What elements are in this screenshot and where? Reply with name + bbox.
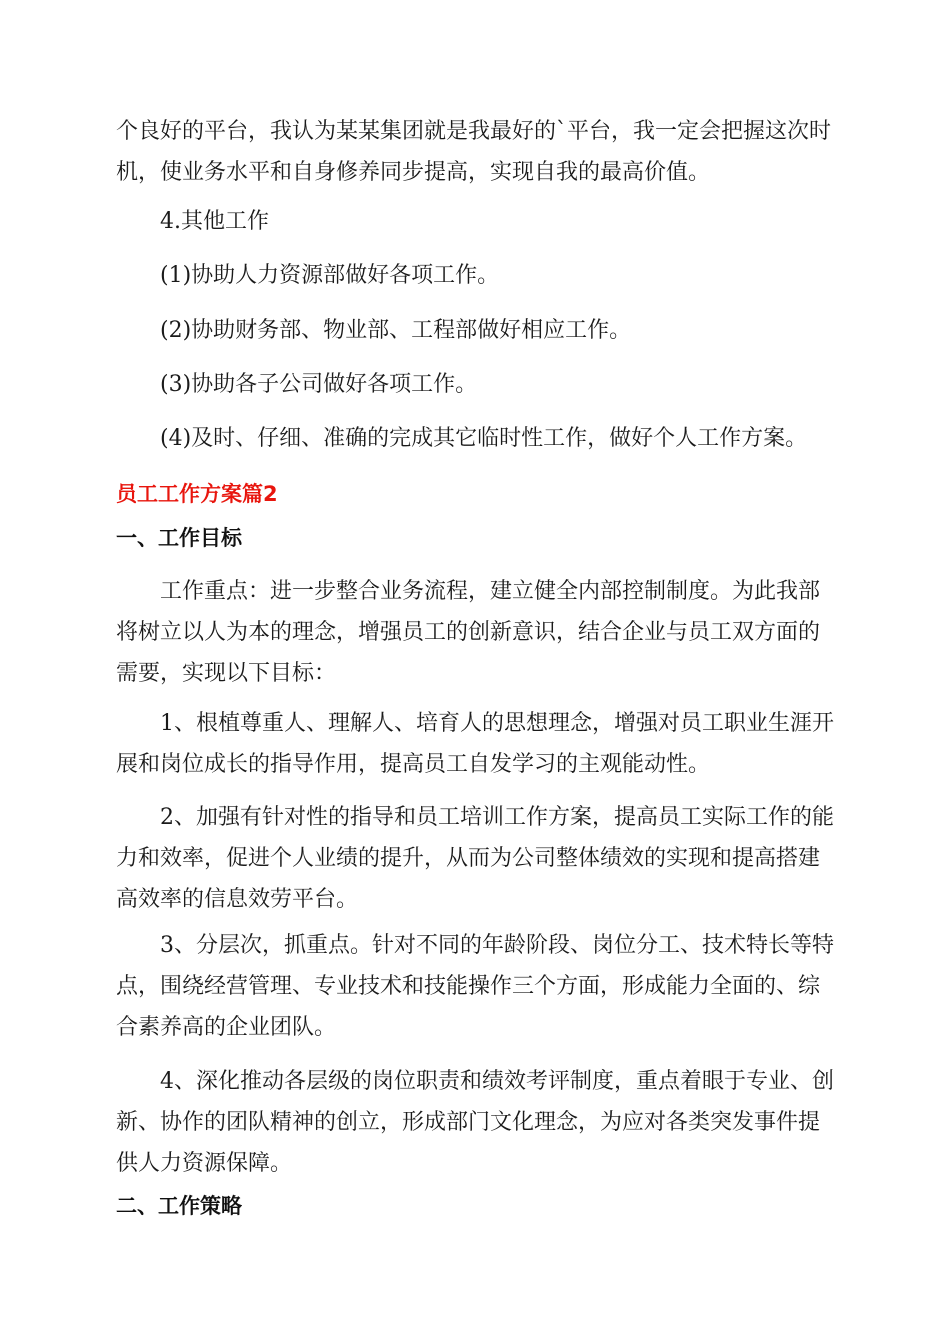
section-title: 员工工作方案篇2: [116, 482, 278, 506]
other-work-title: 4.其他工作: [160, 209, 269, 234]
other-work-item-3: (3)协助各子公司做好各项工作。: [160, 372, 478, 397]
heading-work-strategy: 二、工作策略: [116, 1194, 242, 1218]
goal-item-3: 3、分层次，抓重点。针对不同的年龄阶段、岗位分工、技术特长等特点，围绕经营管理、专业技术和技能操作三个方面，形成能力全面的、综合素养高的企业团队。: [116, 933, 834, 1040]
other-work-item-2: (2)协助财务部、物业部、工程部做好相应工作。: [160, 318, 632, 343]
paragraph-continuation: 个良好的平台，我认为某某集团就是我最好的`平台，我一定会把握这次时机，使业务水平和自身修养同步提高，实现自我的最高价值。: [116, 119, 832, 185]
other-work-item-1: (1)协助人力资源部做好各项工作。: [160, 263, 500, 288]
other-work-item-4: (4)及时、仔细、准确的完成其它临时性工作，做好个人工作方案。: [160, 426, 808, 451]
goal-item-1: 1、根植尊重人、理解人、培育人的思想理念，增强对员工职业生涯开展和岗位成长的指导作用，提高员工自发学习的主观能动性。: [116, 711, 834, 777]
heading-work-goals: 一、工作目标: [116, 526, 242, 550]
goal-item-4: 4、深化推动各层级的岗位职责和绩效考评制度，重点着眼于专业、创新、协作的团队精神的创立，形成部门文化理念，为应对各类突发事件提供人力资源保障。: [116, 1069, 834, 1176]
paragraph-focus: 工作重点：进一步整合业务流程，建立健全内部控制制度。为此我部将树立以人为本的理念，增强员工的创新意识，结合企业与员工双方面的需要，实现以下目标：: [116, 579, 821, 686]
goal-item-2: 2、加强有针对性的指导和员工培训工作方案，提高员工实际工作的能力和效率，促进个人业绩的提升，从而为公司整体绩效的实现和提高搭建高效率的信息效劳平台。: [116, 805, 834, 912]
